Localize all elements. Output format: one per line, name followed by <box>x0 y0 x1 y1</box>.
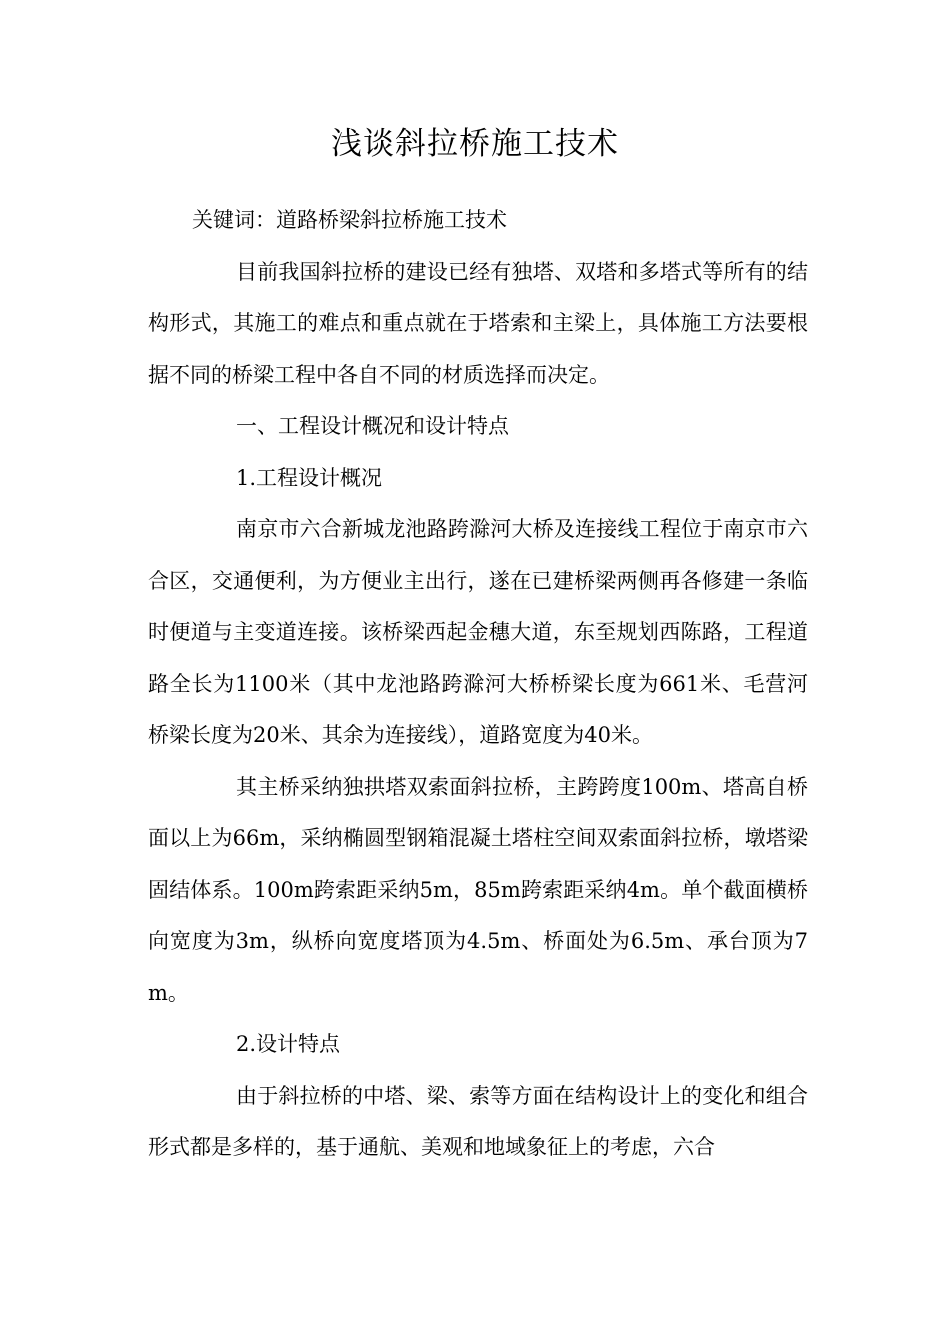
keywords-line: 关键词：道路桥梁斜拉桥施工技术 <box>192 208 507 232</box>
document-title: 浅谈斜拉桥施工技术 <box>331 126 619 162</box>
paragraph-design-features: 由于斜拉桥的中塔、梁、索等方面在结构设计上的变化和组合形式都是多样的，基于通航、美观和地域象征上的考虑，六合 <box>148 1083 808 1159</box>
paragraph-main-bridge: 其主桥采纳独拱塔双索面斜拉桥，主跨跨度100m、塔高自桥面以上为66m，采纳椭圆型钢箱混凝土塔柱空间双索面斜拉桥，墩塔梁固结体系。100m跨索距采纳5m，85m跨索距采纳4m。单个截面横桥向宽度为3m，纵桥向宽度塔顶为4.5m、桥面处为6.5m、承台顶为7m。 <box>148 774 808 1005</box>
subsection-heading-1-1: 1.工程设计概况 <box>236 465 383 490</box>
document-body <box>148 195 808 1174</box>
section-heading-1: 一、工程设计概况和设计特点 <box>236 414 509 438</box>
paragraph-intro: 目前我国斜拉桥的建设已经有独塔、双塔和多塔式等所有的结构形式，其施工的难点和重点就在于塔索和主梁上，具体施工方法要根据不同的桥梁工程中各自不同的材质选择而决定。 <box>148 259 808 387</box>
paragraph-project-overview: 南京市六合新城龙池路跨滁河大桥及连接线工程位于南京市六合区，交通便利，为方便业主出行，遂在已建桥梁两侧再各修建一条临时便道与主变道连接。该桥梁西起金穗大道，东至规划西陈路，工程道路全长为1100米（其中龙池路跨滁河大桥桥梁长度为661米、毛营河桥梁长度为20米、其余为连接线），道路宽度为40米。 <box>148 517 808 747</box>
subsection-heading-1-2: 2.设计特点 <box>236 1032 341 1056</box>
